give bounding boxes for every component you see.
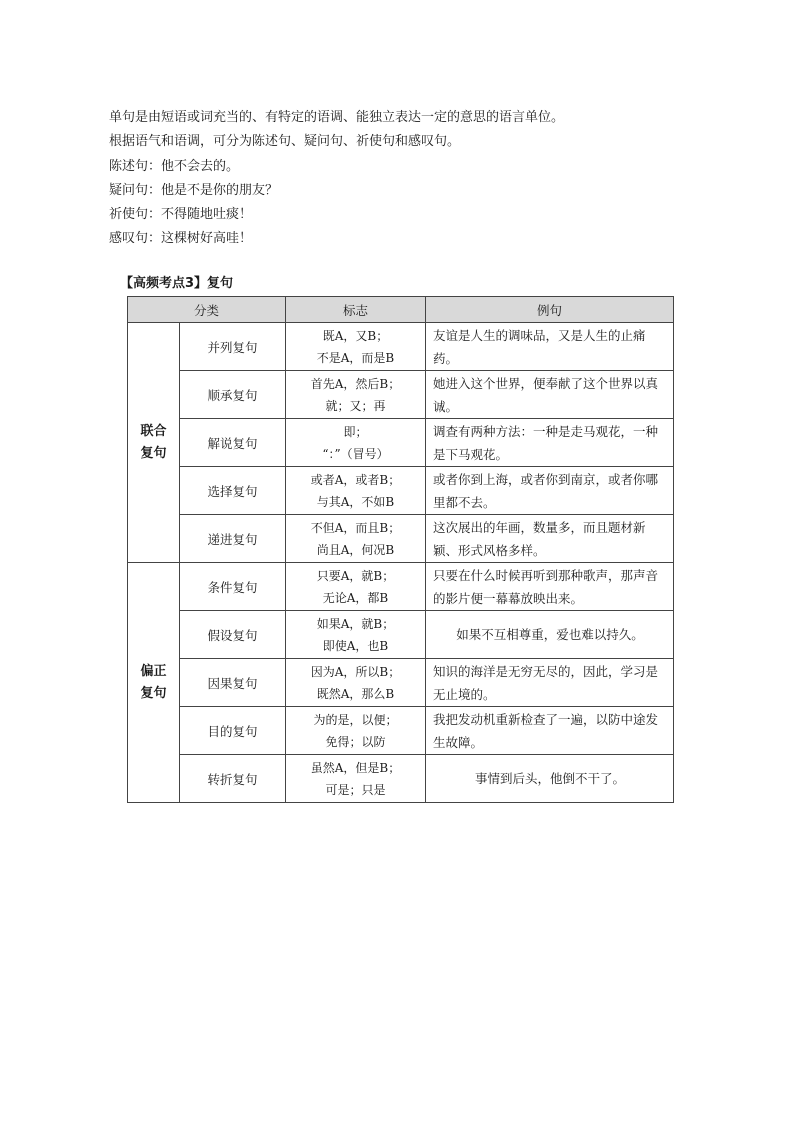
marker-line: 首先A，然后B； (310, 376, 401, 391)
table-row (128, 371, 674, 419)
marker-line: 不但A，而且B； (310, 520, 401, 535)
table-row (128, 659, 674, 707)
intro-line: 疑问句：他是不是你的朋友？ (109, 182, 279, 198)
group-label-line: 复句 (140, 685, 167, 701)
intro-line: 陈述句：他不会去的。 (109, 158, 240, 174)
example-cell: 事情到后头，他倒不干了。 (426, 755, 674, 803)
intro-line: 单句是由短语或词充当的、有特定的语调、能独立表达一定的意思的语言单位。 (109, 110, 565, 125)
type-cell: 转折复句 (180, 755, 286, 803)
marker-line: 就；又；再 (325, 398, 386, 413)
type-cell: 假设复句 (180, 611, 286, 659)
example-cell: 知识的海洋是无穷无尽的，因此，学习是无止境的。 (426, 659, 674, 707)
example-cell: 我把发动机重新检查了一遍，以防中途发生故障。 (426, 707, 674, 755)
intro-line: 根据语气和语调，可分为陈述句、疑问句、祈使句和感叹句。 (109, 134, 461, 150)
marker-line: “：”（冒号） (322, 446, 389, 461)
marker-cell (286, 419, 426, 467)
type-cell: 条件复句 (180, 563, 286, 611)
group-label-line: 联合 (140, 423, 167, 439)
header-marker: 标志 (286, 297, 426, 323)
marker-cell (286, 371, 426, 419)
type-cell: 并列复句 (180, 323, 286, 371)
type-cell: 递进复句 (180, 515, 286, 563)
marker-line: 只要A，就B； (316, 568, 395, 583)
marker-line: 不是A，而是B (316, 350, 395, 365)
header-example: 例句 (426, 297, 674, 323)
marker-line: 因为A，所以B； (310, 664, 401, 679)
example-cell: 只要在什么时候再听到那种歌声，那声音的影片便一幕幕放映出来。 (426, 563, 674, 611)
marker-cell (286, 707, 426, 755)
marker-line: 既A，又B； (322, 328, 389, 343)
marker-line: 可是；只是 (325, 782, 386, 797)
header-category: 分类 (128, 297, 286, 323)
intro-line: 感叹句：这棵树好高哇！ (109, 231, 253, 247)
type-cell: 选择复句 (180, 467, 286, 515)
marker-line: 即； (343, 424, 368, 439)
group-label-line: 偏正 (140, 663, 167, 679)
table-row (128, 323, 674, 371)
table-row (128, 707, 674, 755)
table-row (128, 419, 674, 467)
table-row (128, 563, 674, 611)
group-label-pianzheng (128, 563, 180, 803)
marker-line: 既然A，那么B (316, 686, 395, 701)
intro-line: 祈使句：不得随地吐痰！ (109, 207, 253, 223)
marker-line: 或者A，或者B； (310, 472, 401, 487)
marker-line: 免得；以防 (325, 734, 386, 749)
group-label-lianhe (128, 323, 180, 563)
table-row (128, 755, 674, 803)
table-row (128, 467, 674, 515)
marker-cell (286, 467, 426, 515)
example-cell: 她进入这个世界，便奉献了这个世界以真诚。 (426, 371, 674, 419)
intro-text (109, 106, 689, 252)
example-cell: 或者你到上海，或者你到南京，或者你哪里都不去。 (426, 467, 674, 515)
marker-cell (286, 323, 426, 371)
marker-line: 如果A，就B； (316, 616, 395, 631)
table-row (128, 611, 674, 659)
type-cell: 顺承复句 (180, 371, 286, 419)
marker-cell (286, 755, 426, 803)
compound-sentence-table (127, 296, 674, 803)
section-heading: 【高频考点3】复句 (120, 276, 234, 291)
table-header-row (128, 297, 674, 323)
type-cell: 解说复句 (180, 419, 286, 467)
marker-cell (286, 563, 426, 611)
example-cell: 友谊是人生的调味品，又是人生的止痛药。 (426, 323, 674, 371)
type-cell: 目的复句 (180, 707, 286, 755)
marker-line: 即使A，也B (322, 638, 389, 653)
table-row (128, 515, 674, 563)
marker-cell (286, 659, 426, 707)
marker-line: 虽然A，但是B； (310, 760, 401, 775)
marker-line: 无论A，都B (322, 590, 389, 605)
marker-line: 与其A，不如B (316, 494, 395, 509)
type-cell: 因果复句 (180, 659, 286, 707)
marker-cell (286, 515, 426, 563)
example-cell: 调查有两种方法：一种是走马观花，一种是下马观花。 (426, 419, 674, 467)
marker-cell (286, 611, 426, 659)
example-cell: 这次展出的年画，数量多，而且题材新颖、形式风格多样。 (426, 515, 674, 563)
marker-line: 为的是，以便； (313, 712, 398, 727)
group-label-line: 复句 (140, 445, 167, 461)
example-cell: 如果不互相尊重，爱也难以持久。 (426, 611, 674, 659)
marker-line: 尚且A，何况B (316, 542, 395, 557)
